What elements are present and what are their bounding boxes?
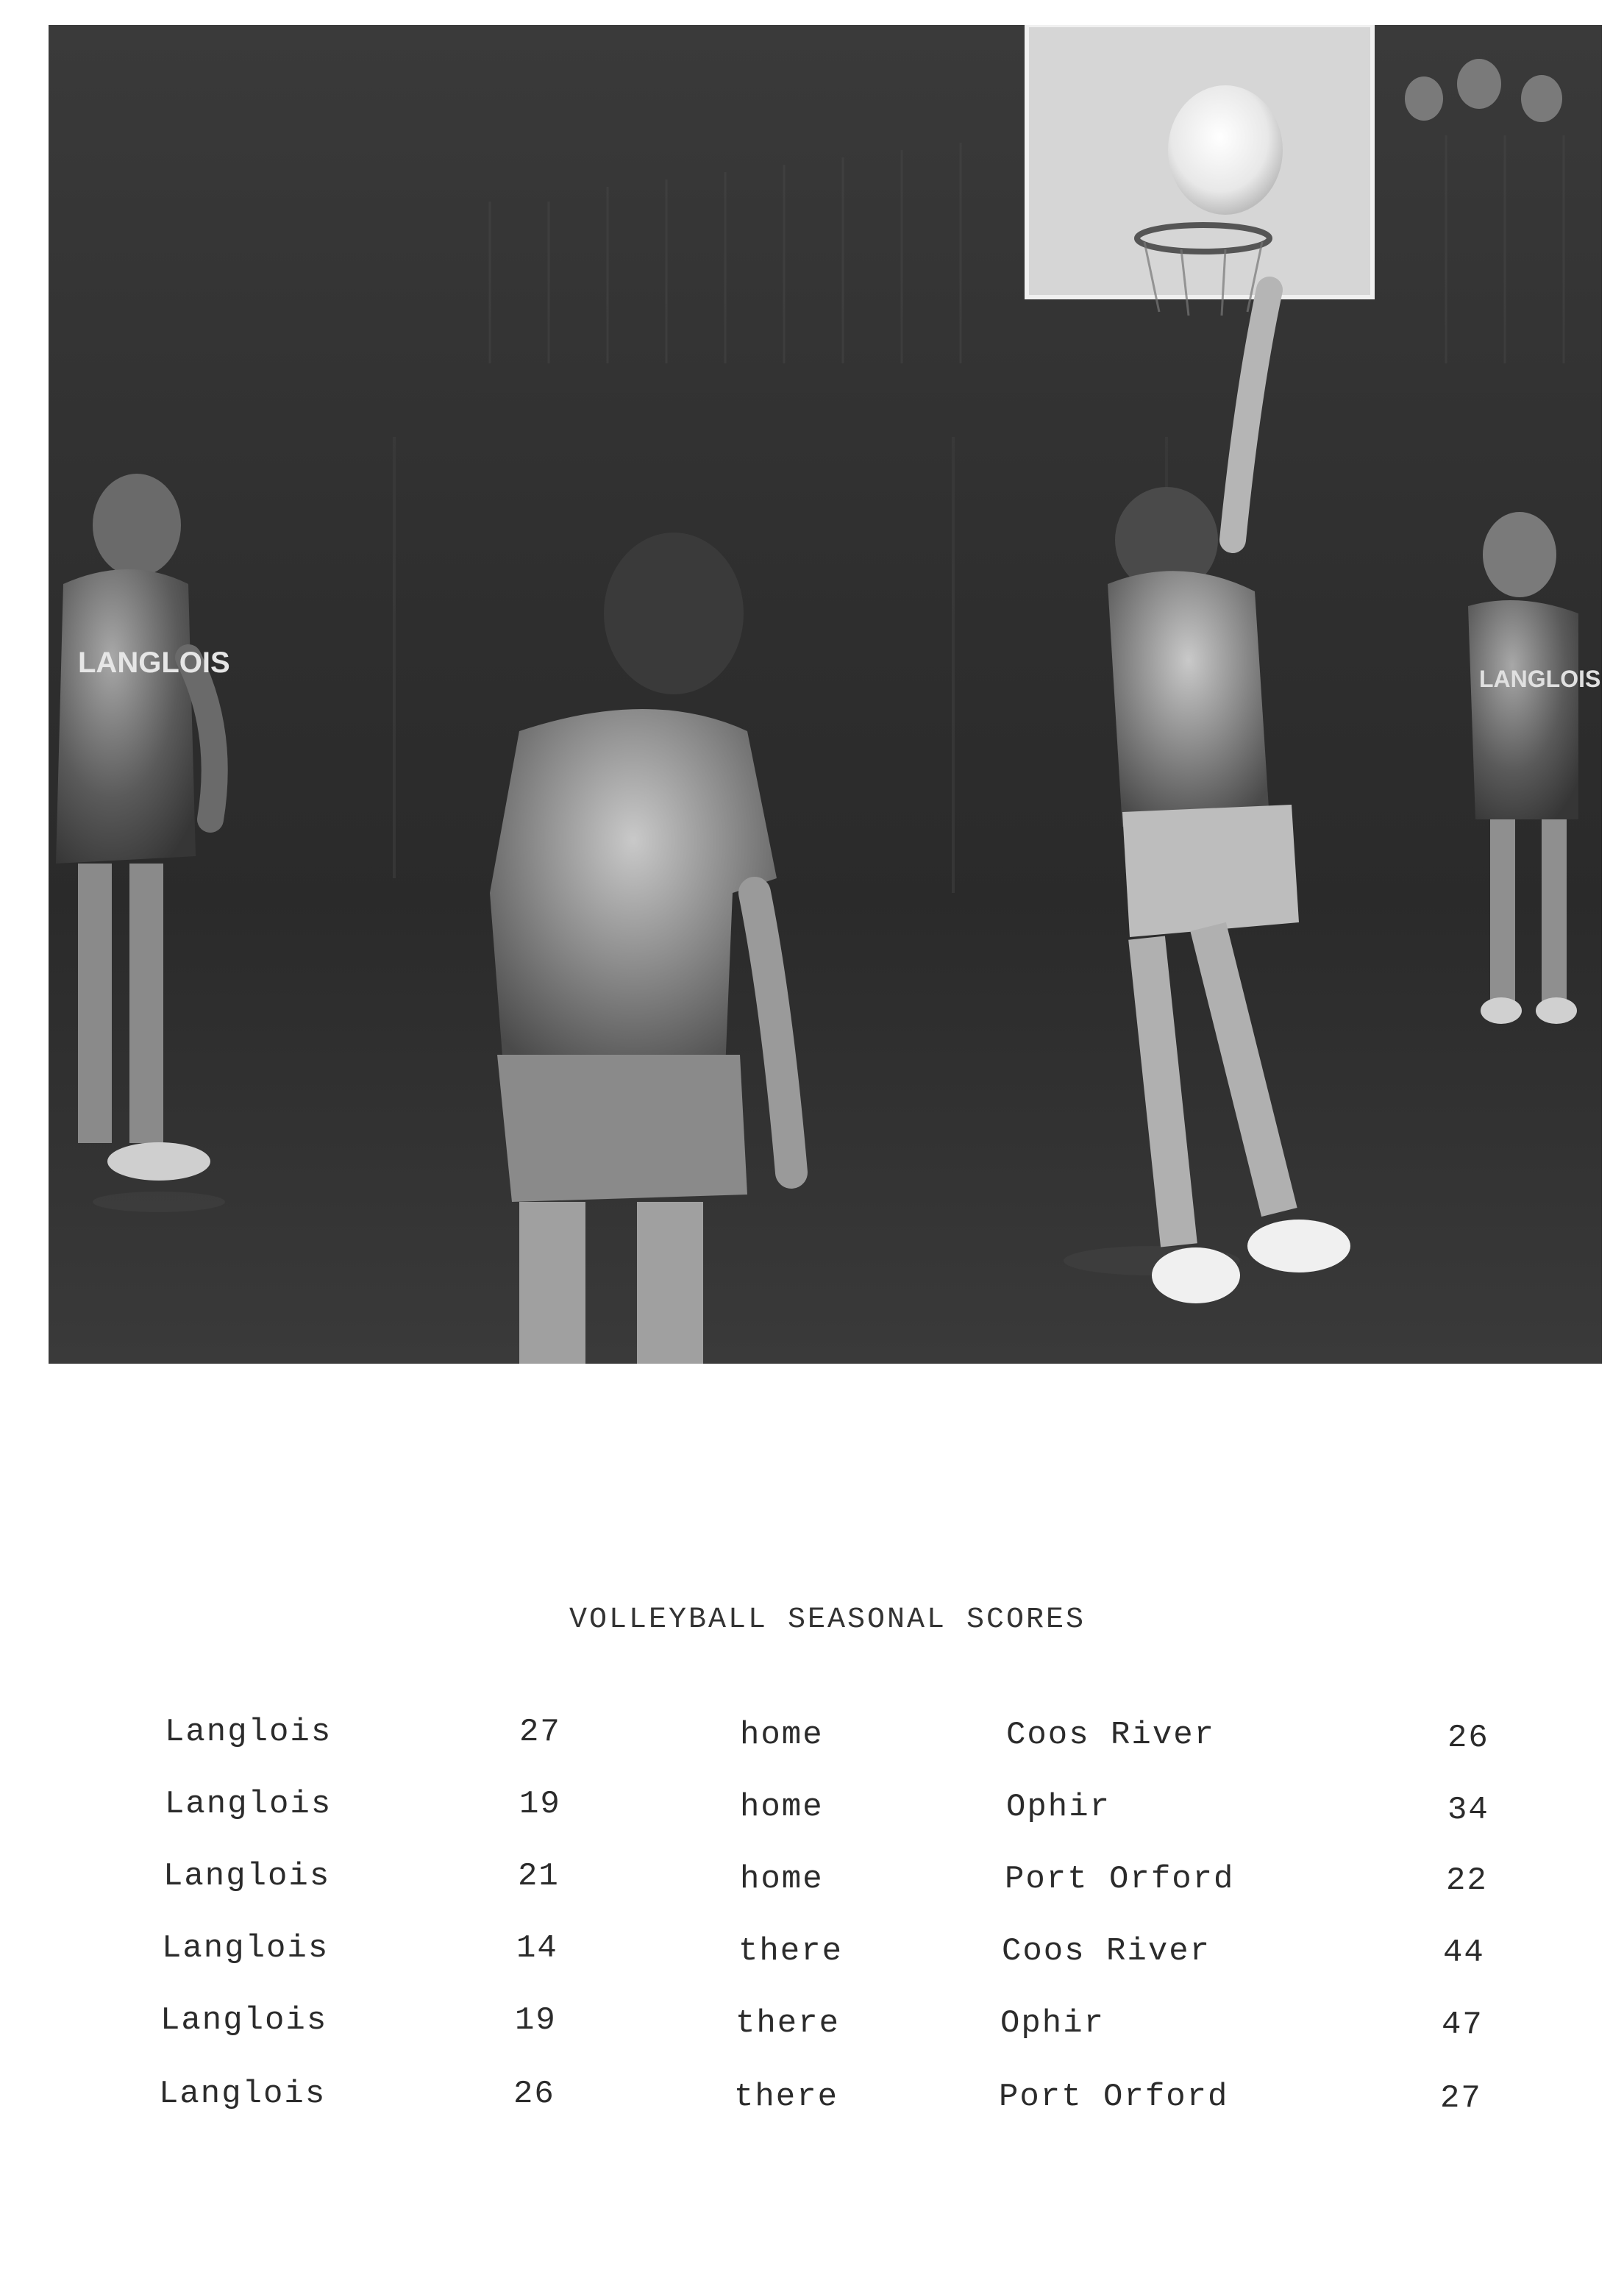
team-score: 26 bbox=[513, 2076, 555, 2112]
opponent-name: Ophir bbox=[1000, 2005, 1105, 2042]
team-name: Langlois bbox=[160, 2002, 328, 2039]
game-location: home bbox=[740, 1789, 824, 1826]
game-location: there bbox=[738, 1933, 844, 1970]
team-score: 27 bbox=[519, 1714, 561, 1751]
team-name: Langlois bbox=[159, 2076, 327, 2112]
game-location: home bbox=[740, 1717, 824, 1754]
team-score: 19 bbox=[515, 2002, 557, 2039]
team-name: Langlois bbox=[165, 1786, 332, 1823]
team-score: 21 bbox=[518, 1858, 560, 1895]
page-title: VOLLEYBALL SEASONAL SCORES bbox=[569, 1603, 1086, 1637]
team-name: Langlois bbox=[163, 1858, 331, 1895]
opponent-name: Port Orford bbox=[999, 2079, 1229, 2115]
opponent-name: Port Orford bbox=[1005, 1861, 1235, 1898]
team-name: Langlois bbox=[162, 1930, 330, 1967]
team-score: 19 bbox=[519, 1786, 561, 1823]
opponent-name: Ophir bbox=[1006, 1789, 1111, 1826]
game-location: there bbox=[736, 2005, 841, 2042]
opponent-score: 47 bbox=[1442, 2007, 1484, 2043]
game-location: there bbox=[734, 2079, 839, 2115]
jersey-lettering-right: LANGLOIS bbox=[1479, 666, 1601, 692]
opponent-score: 22 bbox=[1446, 1862, 1488, 1899]
opponent-score: 27 bbox=[1440, 2080, 1482, 2117]
jersey-lettering-left: LANGLOIS bbox=[78, 647, 230, 679]
team-score: 14 bbox=[516, 1930, 558, 1967]
opponent-score: 26 bbox=[1447, 1720, 1489, 1756]
team-name: Langlois bbox=[165, 1714, 332, 1751]
opponent-score: 44 bbox=[1443, 1934, 1485, 1971]
opponent-score: 34 bbox=[1447, 1792, 1489, 1829]
game-location: home bbox=[740, 1861, 824, 1898]
opponent-name: Coos River bbox=[1006, 1717, 1216, 1754]
opponent-name: Coos River bbox=[1002, 1933, 1211, 1970]
